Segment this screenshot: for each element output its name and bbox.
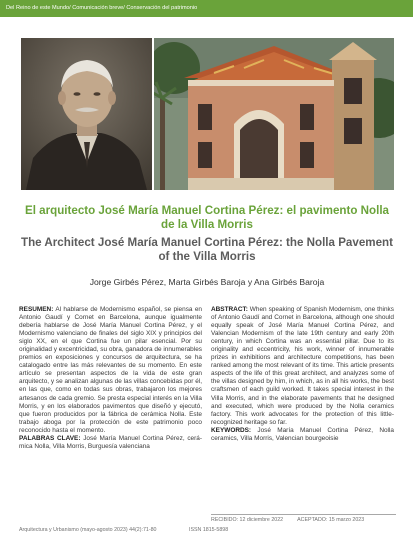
abstract-column — [211, 306, 394, 443]
journal-citation: Arquitectura y Urbanismo (mayo-agosto 2023) 44(2):71-80 — [19, 527, 157, 533]
breadcrumb: Del Reino de este Mundo/ Comunicación breve/ Conservación del patrimonio — [6, 5, 198, 11]
breadcrumb-bar — [0, 0, 413, 17]
palabras-clave-label: PALABRAS CLAVE: — [19, 434, 81, 442]
dates-line — [211, 516, 401, 524]
palabras-clave — [19, 435, 202, 451]
abstract-paragraph — [211, 306, 394, 427]
dates-divider — [211, 514, 396, 515]
issn: ISSN 1815-5898 — [189, 527, 229, 533]
received-date: RECIBIDO: 12 diciembre 2022 — [211, 517, 284, 523]
portrait-image — [21, 38, 152, 190]
resumen-text: Al hablarse de Modernismo español, se piensa en Antonio Gaudí y Cornet en Barcelona, aunque igualmente debería hablarse de José María Manuel Cortina Pérez, y el Modernismo valenciano de finales del siglo XIX y principios del siglo XX, en el que Cortina fue un pilar esencial. Por su originalidad y excentricidad, su obra, ganadora de innumerables premios en exposiciones y concursos de arquitectura, se ha catalogado entre las más relevantes de su momento. En este artículo se presentan aspectos de la vida de este gran arquitecto, y se analizan algunas de las villas concebidas por él, en las que, como en todas sus obras, trabajaron los mejores artesanos de cada gremio. Se presta especial interés en la Villa Morris, y en los elaborados pavimentos que diseñó y ejecutó, que fueron producidos por la fábrica de cerámica Nolla. Este trabajo aboga por la protección de este patrimonio poco reconocido hasta el momento. — [19, 306, 202, 434]
villa-image — [154, 38, 394, 190]
article-title-spanish: El arquitecto José María Manuel Cortina Pérez: el pavimento Nolla de la Villa Morris — [24, 204, 389, 231]
resumen-paragraph — [19, 306, 202, 435]
accepted-date: ACEPTADO: 15 marzo 2023 — [297, 517, 365, 523]
architect-portrait-photo — [21, 38, 152, 190]
article-title-english: The Architect José María Manuel Cortina Pérez: the Nolla Pavement of the Villa Morris — [21, 236, 393, 263]
abstract-text: When speaking of Spanish Modernism, one thinks of Antonio Gaudí and Cornet in Barcelona, although one should equally speak of José María Manuel Cortina Pérez, and Valencian Modernism of the late 19th century and early 20th century, in which Cortina was an essential pillar. Due to its originality and eccentricity, his work, winner of innumerable prizes in exhibitions and architecture competitions, has been ranked among the most relevant of its time. This article presents aspects of the life of this great architect, and analyzes some of the villas designed by him, in which, as in all his works, the best craftsmen of each guild worked. It takes special interest in the Villa Morris, and in the elaborate pavements that he designed and executed, which were produced by the Nolla ceramics factory. This work advocates for the protection of this little-recognized heritage so far. — [211, 306, 394, 426]
resumen-column — [19, 306, 202, 451]
keywords-text: José María Manuel Cortina Pérez, Nolla ceramics, Villa Morris, Valencian bourgeoisie — [211, 426, 394, 442]
keywords — [211, 427, 394, 443]
abstract-label: ABSTRACT: — [211, 306, 248, 313]
keywords-label: KEYWORDS: — [211, 426, 252, 434]
palabras-clave-text: José María Manuel Cortina Pérez, cerá-mica Nolla, Villa Morris, Burguesía valenciana — [19, 434, 202, 450]
resumen-label: RESUMEN: — [19, 306, 54, 313]
authors-line: Jorge Girbés Pérez, Marta Girbés Baroja y Ana Girbés Baroja — [89, 277, 325, 287]
villa-morris-photo — [154, 38, 394, 190]
